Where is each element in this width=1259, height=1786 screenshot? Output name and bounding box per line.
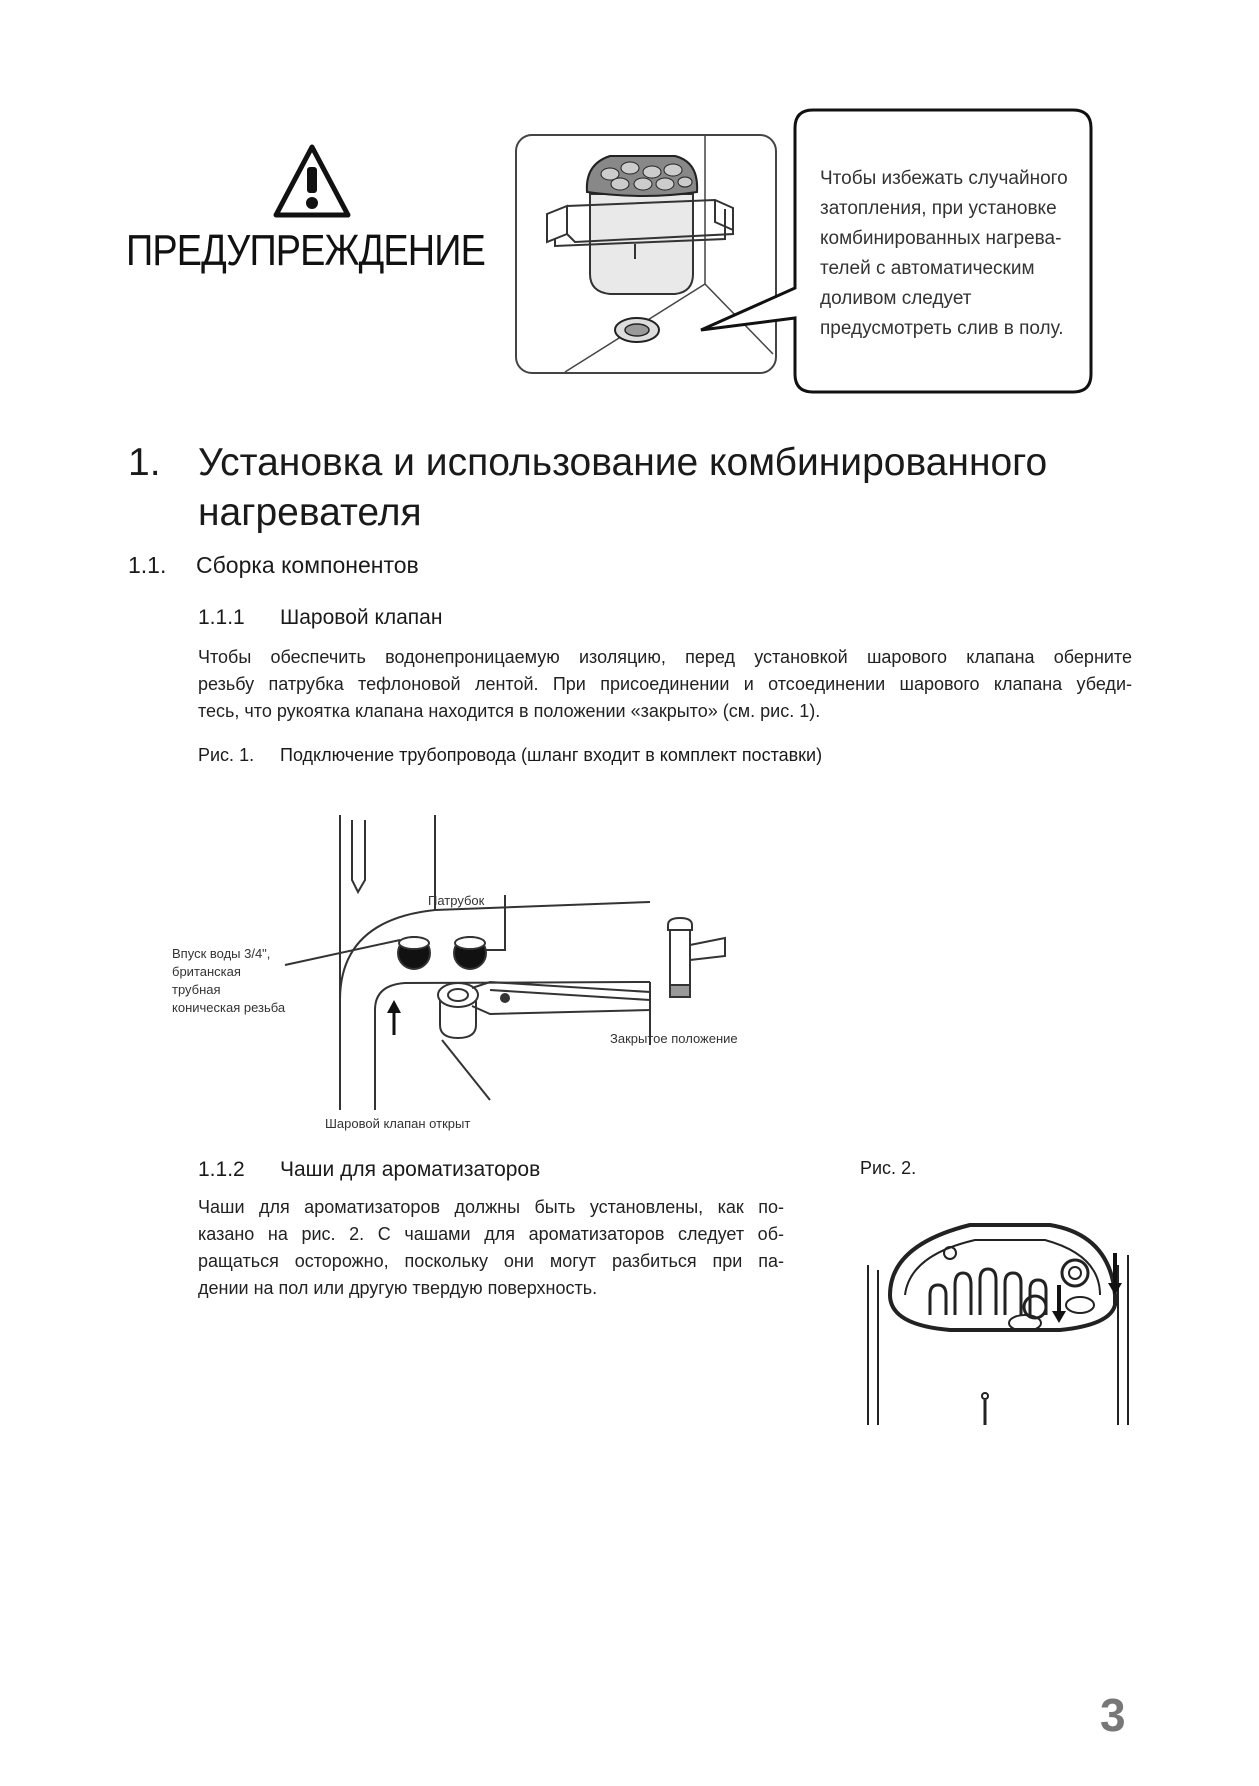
paragraph-line: резьбу патрубка тефлоновой лентой. При присоединении и отсоединении шарового клапана убеди-: [198, 674, 1132, 694]
aroma-cups-paragraph: [198, 1194, 784, 1302]
label-inlet-line: коническая резьба: [172, 1000, 286, 1015]
heading-title: Шаровой клапан: [280, 606, 443, 629]
heading-title: Чаши для ароматизаторов: [280, 1158, 541, 1181]
callout-line: Чтобы избежать случайного: [820, 168, 1068, 189]
section-number: 1.: [128, 441, 161, 484]
figure-2-caption: Рис. 2.: [860, 1158, 917, 1178]
page-number: 3: [1100, 1689, 1126, 1741]
heater-floor-drain-illustration: [515, 134, 777, 374]
figure-1-title: Подключение трубопровода (шланг входит в комплект поставки): [280, 745, 823, 765]
subsection-number: 1.1.: [128, 552, 167, 578]
paragraph-line: казано на рис. 2. С чашами для ароматизаторов следует об-: [198, 1224, 784, 1244]
up-arrow-icon: [387, 1000, 401, 1035]
label-nozzle: Патрубок: [428, 893, 485, 908]
warning-triangle-icon: [272, 143, 352, 219]
ball-valve-paragraph: [198, 644, 1132, 725]
paragraph-line: Чтобы обеспечить водонепроницаемую изоляцию, перед установкой шарового клапана оберните: [198, 647, 1132, 667]
paragraph-line: тесь, что рукоятка клапана находится в положении «закрыто» (см. рис. 1).: [198, 701, 821, 721]
label-inlet-line: Впуск воды 3/4",: [172, 946, 271, 961]
callout-line: телей с автоматическим: [820, 258, 1035, 279]
paragraph-line: Чаши для ароматизаторов должны быть установлены, как по-: [198, 1197, 784, 1217]
aroma-cups-figure: [860, 1185, 1140, 1425]
paragraph-line: дении на пол или другую твердую поверхность.: [198, 1278, 598, 1298]
warning-callout-text: [820, 164, 1080, 344]
callout-line: затопления, при установке: [820, 198, 1057, 219]
callout-line: предусмотреть слив в полу.: [820, 318, 1064, 339]
heading-number: 1.1.1: [198, 606, 245, 629]
section-title: Установка и использование комбинированного нагревателя: [198, 441, 1048, 534]
callout-line: доливом следует: [820, 288, 972, 309]
warning-title: ПРЕДУПРЕЖДЕНИЕ: [126, 226, 485, 275]
label-valve-open: Шаровой клапан открыт: [325, 1116, 471, 1131]
label-closed-position: Закрытое положение: [610, 1031, 738, 1046]
paragraph-line: ращаться осторожно, поскольку они могут разбиться при па-: [198, 1251, 784, 1271]
callout-line: комбинированных нагрева-: [820, 228, 1062, 249]
figure-1-number: Рис. 1.: [198, 745, 255, 765]
pipe-connection-figure: [172, 810, 850, 1140]
label-inlet-line: трубная: [172, 982, 221, 997]
label-inlet-line: британская: [172, 964, 241, 979]
subsection-title: Сборка компонентов: [196, 552, 419, 578]
heading-number: 1.1.2: [198, 1158, 245, 1181]
